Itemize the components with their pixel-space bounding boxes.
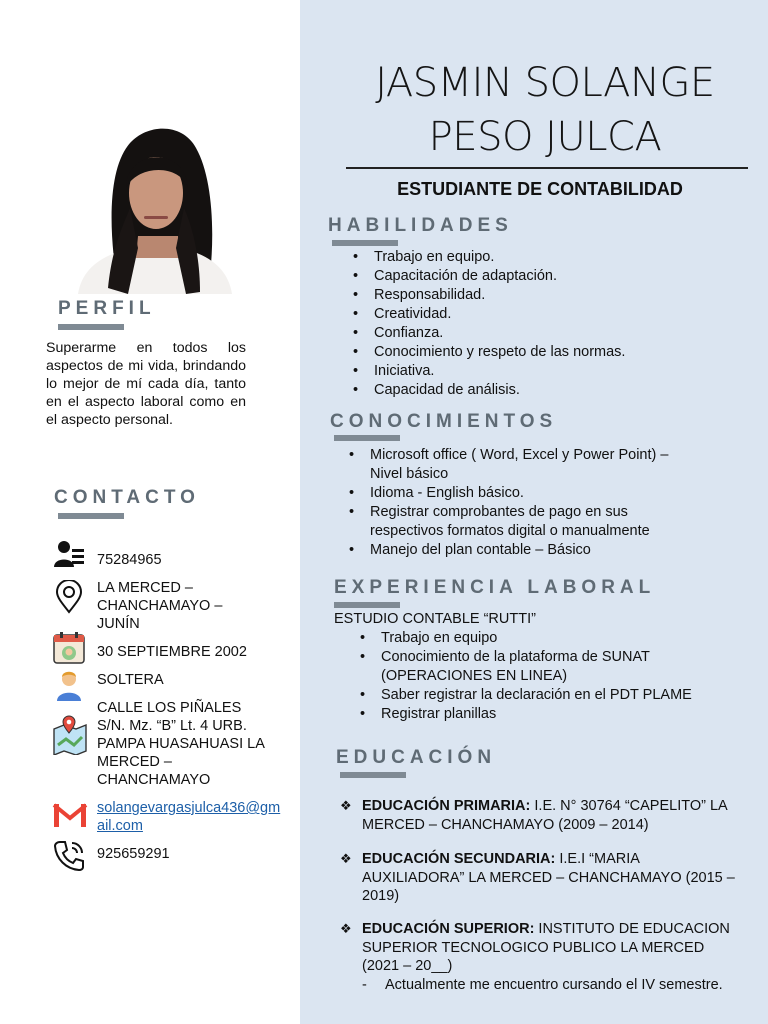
conocimientos-list (346, 446, 691, 560)
full-name-line1: JASMIN SOLANGE (375, 60, 715, 106)
list-item: • Conocimiento de la plataforma de SUNAT (OPERACIONES EN LINEA) (357, 648, 737, 686)
experiencia-list (357, 629, 737, 724)
conocimientos-underline (334, 435, 400, 441)
list-item: • Creatividad. (350, 305, 730, 324)
edu-text: I.E.I “MARIA AUXILIADORA” LA MERCED – CHANCHAMAYO (2015 – 2019) (362, 851, 735, 904)
phone-number: 925659291 (97, 846, 170, 862)
edu-label: EDUCACIÓN PRIMARIA: (362, 798, 531, 814)
name-divider (346, 167, 748, 169)
list-item: • Manejo del plan contable – Básico (346, 541, 691, 560)
habilidades-underline (332, 240, 398, 246)
map-icon (52, 715, 86, 755)
full-name-line2: PESO JULCA (428, 114, 662, 160)
dni-number: 75284965 (97, 552, 162, 568)
diamond-bullet-icon: ❖ (340, 921, 352, 936)
calendar-baby-icon (52, 631, 86, 665)
edu-label: EDUCACIÓN SECUNDARIA: (362, 851, 556, 867)
edu-primaria (340, 797, 740, 834)
birthdate-text: 30 SEPTIEMBRE 2002 (97, 644, 247, 660)
edu-label: EDUCACIÓN SUPERIOR: (362, 921, 535, 937)
diamond-bullet-icon: ❖ (340, 851, 352, 866)
address-text: CALLE LOS PIÑALES S/N. Mz. “B” Lt. 4 URB. PAMPA HUASAHUASI LA MERCED – CHANCHAMAYO (97, 700, 265, 788)
experiencia-underline (334, 602, 400, 608)
list-item: • Idioma - English básico. (346, 484, 691, 503)
person-icon (52, 668, 86, 702)
civil-status-text: SOLTERA (97, 672, 164, 688)
list-item: • Conocimiento y respeto de las normas. (350, 343, 730, 362)
location-text: LA MERCED – CHANCHAMAYO – JUNÍN (97, 580, 223, 632)
list-item: • Capacitación de adaptación. (350, 267, 730, 286)
dash-bullet: - (362, 976, 367, 993)
gmail-icon (52, 800, 88, 834)
contacto-heading: CONTACTO (54, 487, 200, 508)
email-link[interactable]: solangevargasjulca436@gmail.com (97, 800, 281, 834)
edu-superior (340, 920, 740, 994)
location-pin-icon (52, 580, 86, 614)
job-title: ESTUDIANTE DE CONTABILIDAD (397, 179, 683, 199)
perfil-text: Superarme en todos los aspectos de mi vida, brindando lo mejor de mí cada día, tanto en el aspecto laboral como en el aspecto personal. (46, 340, 246, 428)
diamond-bullet-icon: ❖ (340, 798, 352, 813)
list-item: • Saber registrar la declaración en el PDT PLAME (357, 686, 737, 705)
list-item: • Trabajo en equipo. (350, 248, 730, 267)
edu-secundaria (340, 850, 740, 906)
habilidades-list (350, 248, 730, 400)
list-item: • Responsabilidad. (350, 286, 730, 305)
edu-text: INSTITUTO DE EDUCACION SUPERIOR TECNOLOGICO PUBLICO LA MERCED (2021 – 20__) (362, 921, 730, 974)
list-item: • Registrar planillas (357, 705, 737, 724)
educacion-heading: EDUCACIÓN (336, 747, 497, 768)
company-name: ESTUDIO CONTABLE “RUTTI” (334, 611, 536, 627)
email-text (97, 799, 282, 835)
profile-photo (68, 108, 240, 294)
list-item: • Iniciativa. (350, 362, 730, 381)
contacto-underline (58, 513, 124, 519)
habilidades-heading: HABILIDADES (328, 215, 513, 236)
profile-photo-image (68, 108, 240, 294)
edu-text: I.E. N° 30764 “CAPELITO” LA MERCED – CHANCHAMAYO (2009 – 2014) (362, 798, 727, 833)
conocimientos-heading: CONOCIMIENTOS (330, 411, 558, 432)
phone-icon (52, 839, 86, 873)
educacion-underline (340, 772, 406, 778)
experiencia-heading: EXPERIENCIA LABORAL (334, 577, 656, 598)
id-card-icon (52, 539, 86, 573)
perfil-heading: PERFIL (58, 298, 156, 319)
list-item: • Confianza. (350, 324, 730, 343)
list-item: • Registrar comprobantes de pago en sus respectivos formatos digital o manualmente (346, 503, 691, 541)
edu-note (362, 976, 740, 995)
perfil-underline (58, 324, 124, 330)
list-item: • Capacidad de análisis. (350, 381, 730, 400)
list-item: • Microsoft office ( Word, Excel y Power Point) – Nivel básico (346, 446, 691, 484)
edu-note-text: Actualmente me encuentro cursando el IV semestre. (385, 976, 723, 993)
list-item: • Trabajo en equipo (357, 629, 737, 648)
